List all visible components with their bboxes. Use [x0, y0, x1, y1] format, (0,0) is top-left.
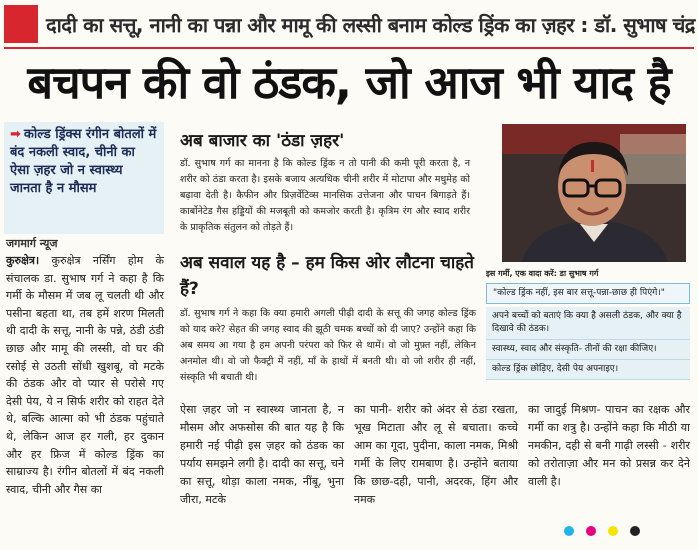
registration-dot [630, 526, 640, 536]
section-1-title: अब बाजार का 'ठंडा ज़हर' [180, 131, 345, 151]
kicker-strip [4, 2, 696, 46]
sidebar-item: अपने बच्चों को बताएं कि क्या है असली ठंडक, और क्या है दिखावे की ठंडक। [486, 307, 690, 340]
column-1-text: कुरुक्षेत्र नर्सिंग होम के संचालक डा. सुभाष गर्ग ने कहा है कि गर्मी के मौसम में जब लू चलती थी और पसीना बहता था, तब हमें शरण मिलती थी दादी के सत्तू, नानी के पन्ने, ठंडी ठंडी छाछ और मामू की लस्सी, वो घर की रसोई से उठती सोंधी खुशबू, वो मटके की ठंडक और वो प्यार से परोसे गए देसी पेय, ये न सिर्फ शरीर को राहत देते थे, बल्कि आत्मा को भी ठंडक पहुंचाते थे, लेकिन आज हर गली, हर दुकान और हर फ्रिज में कोल्ड ड्रिंक का साम्राज्य है। रंगीन बोतलों में बंद नकली स्वाद, चीनी और गैस का [6, 254, 164, 496]
article-column-3: का पानी- शरीर को अंदर से ठंडा रखता, भूख मिटाता और लू से बचाता। कच्चे आम का गूदा, पुदीना, काला नमक, मिश्री गर्मी के लिए रामबाण है। उन्होंने बताया कि छाछ-दही, पानी, अदरक, हिंग और नमक [354, 403, 518, 506]
registration-dot [586, 526, 596, 536]
section-2-text: डॉ. सुभाष गर्ग ने कहा कि क्या हमारी अगली पीढ़ी दादी के सत्तू की जगह कोल्ड ड्रिंक को याद करे? सेहत की जगह स्वाद की झूठी चमक बच्चों को दी जाए? उन्होंने कहा कि अब समय आ गया है हम अपनी परंपरा को फिर से थामें। वो जो मुफ़्त नहीं, लेकिन अनमोल थी। वो जो फैक्ट्री में नहीं, माँ के हाथों में बनती थी। वो जो शरीर ही नहीं, संस्कृति भी बचाती थी। [180, 308, 476, 383]
pledge-sidebar [486, 268, 690, 380]
arrow-right-icon: ➡ [10, 127, 21, 142]
pull-quote-text: कोल्ड ड्रिंक्स रंगीन बोतलों में बंद नकली स्वाद, चीनी का ऐसा ज़हर जो न स्वास्थ्य जानता है न मौसम [10, 127, 157, 196]
dateline: कुरुक्षेत्र। [6, 254, 40, 267]
kicker-text: दादी का सत्तू, नानी का पन्ना और मामू की लस्सी बनाम कोल्ड ड्रिंक का ज़हर : डॉ. सुभाष चंद्र [46, 12, 695, 37]
byline: जगमार्ग न्यूज [6, 237, 58, 250]
sidebar-item: स्वास्थ्य, स्वाद और संस्कृति- तीनों की रक्षा कीजिए। [486, 340, 690, 360]
kicker-red-block [4, 5, 38, 43]
article-column-4: का जादुई मिश्रण- पाचन का रक्षक और गर्मी का शत्रु है। उन्होंने कहा कि मीठी या नमकीन, दही से बनी गाढ़ी लस्सी - शरीर को तरोताज़ा और मन को प्रसन्न कर देने वाली है। [528, 403, 690, 488]
headline: बचपन की वो ठंडक, जो आज भी याद है [27, 56, 671, 109]
kicker-rule [4, 47, 694, 49]
sidebar-item: कोल्ड ड्रिंक छोड़िए, देसी पेय अपनाइए। [486, 360, 690, 380]
section-2-title: अब सवाल यह है – हम किस ओर लौटना चाहते हैं? [180, 253, 474, 299]
article-column-2: ऐसा ज़हर जो न स्वास्थ्य जानता है, न मौसम और अफसोस की बात यह है कि हमारी नई पीढ़ी इस ज़हर को ठंडक का पर्याय समझने लगी है। दादी का सत्तू, चने का सत्तू, थोड़ा काला नमक, नींबू, भुना जीरा, मटके [180, 403, 344, 506]
article-column-1 [6, 252, 164, 498]
pull-quote [4, 122, 164, 234]
doctor-photo [502, 124, 686, 262]
sidebar-quote: "कोल्ड ड्रिंक नहीं, इस बार सत्तू-पन्ना-छाछ ही पिएंगे।" [486, 283, 690, 304]
registration-dot [608, 526, 618, 536]
section-1-text: डॉ. सुभाष गर्ग का मानना है कि कोल्ड ड्रिंक न तो पानी की कमी पूरी करता है, न शरीर को ठंडा करता है। इसके बजाय अत्यधिक चीनी शरीर में मोटापा और मधुमेह को बढ़ावा देती है। कैफीन और प्रिज़र्वेटिव्स मानसिक उत्तेजना और पाचन बिगाड़ते हैं। कार्बोनेटेड गैस हड्डियों की मजबूती को कमजोर करती है। कृत्रिम रंग और स्वाद शरीर के प्राकृतिक संतुलन को तोड़ते हैं। [180, 158, 470, 233]
registration-marks [564, 526, 640, 536]
sidebar-heading: इस गर्मी, एक वादा करें: डा सुभाष गर्ग [486, 269, 599, 278]
portrait-illustration [502, 124, 686, 262]
registration-dot [564, 526, 574, 536]
